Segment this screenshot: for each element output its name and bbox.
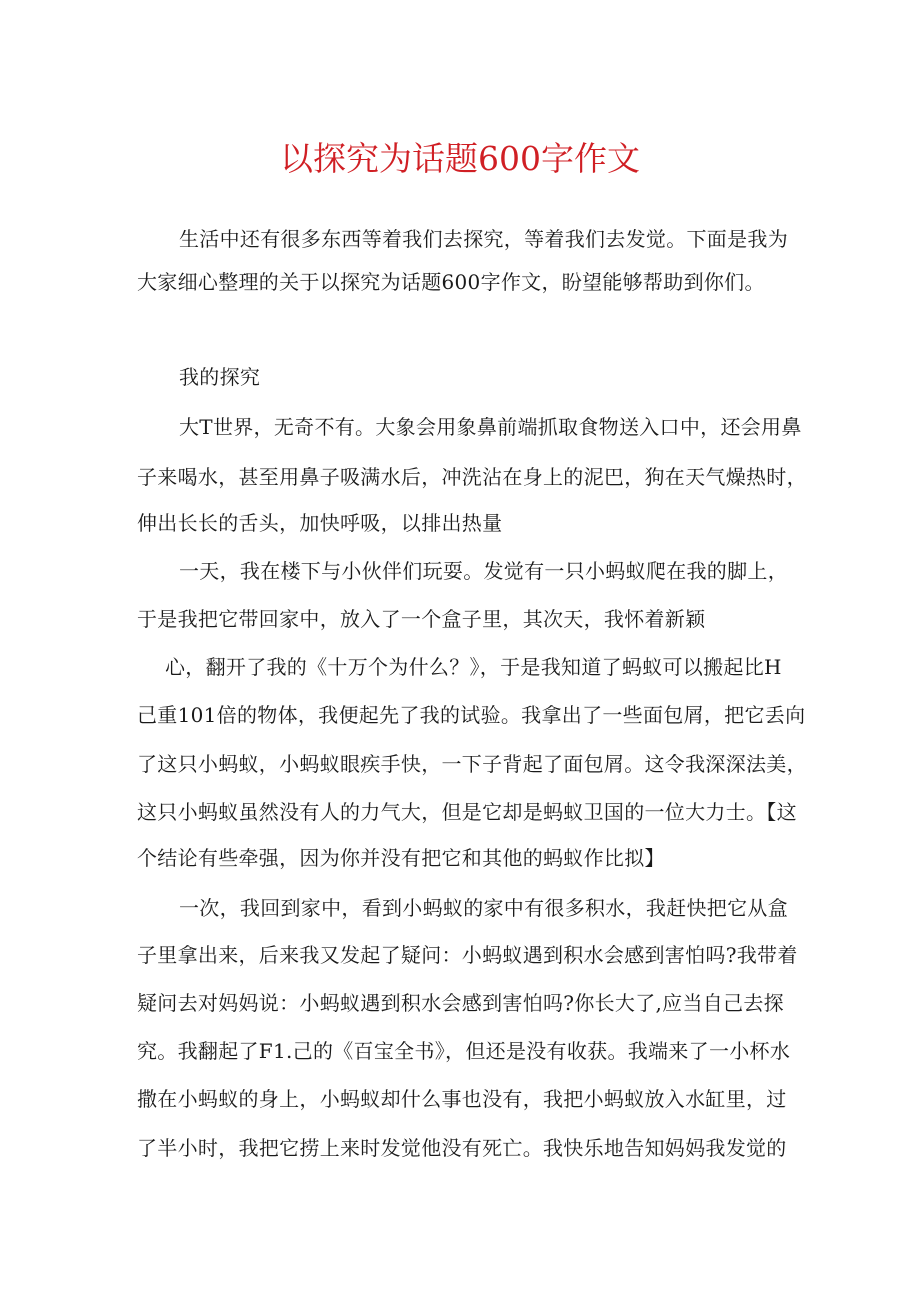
- p3-line-1: 心，翻开了我的《十万个为什么？》，于是我知道了蚂蚁可以搬起比H: [165, 655, 782, 679]
- p2-line-2: 于是我把它带回家中，放入了一个盒子里，其次天，我怀着新颖: [137, 607, 706, 631]
- p4-line-6: 了半小时，我把它捞上来时发觉他没有死亡。我快乐地告知妈妈我发觉的: [137, 1136, 787, 1160]
- document-title: 以探究为话题600字作文: [280, 139, 640, 178]
- p4-line-2: 子里拿出来，后来我又发起了疑问：小蚂蚁遇到积水会感到害怕吗?我带着: [137, 943, 798, 967]
- p1-line-3: 伸出长长的舌头，加快呼吸，以排出热量: [137, 511, 503, 535]
- p3-line-2: 己重101倍的物体，我便起先了我的试验。我拿出了一些面包屑，把它丢向: [137, 703, 806, 727]
- p4-line-5: 撒在小蚂蚁的身上，小蚂蚁却什么事也没有，我把小蚂蚁放入水缸里，过: [137, 1087, 787, 1111]
- intro-line-1: 生活中还有很多东西等着我们去探究，等着我们去发觉。下面是我为: [179, 227, 788, 251]
- p3-line-4: 这只小蚂蚁虽然没有人的力气大，但是它却是蚂蚁卫国的一位大力士。【这: [137, 800, 797, 824]
- intro-line-2: 大家细心整理的关于以探究为话题600字作文，盼望能够帮助到你们。: [137, 270, 765, 294]
- p4-line-4: 究。我翻起了F1.己的《百宝全书》，但还是没有收获。我端来了一小杯水: [137, 1039, 791, 1063]
- p1-line-2: 子来喝水，甚至用鼻子吸满水后，冲洗沾在身上的泥巴，狗在天气燥热时，: [137, 465, 807, 489]
- p4-line-3: 疑问去对妈妈说：小蚂蚁遇到积水会感到害怕吗?你长大了,应当自己去探: [137, 991, 784, 1015]
- p1-line-1: 大T世界，无奇不有。大象会用象鼻前端抓取食物送入口中，还会用鼻: [179, 415, 802, 439]
- p2-line-1: 一天，我在楼下与小伙伴们玩耍。发觉有一只小蚂蚁爬在我的脚上，: [179, 559, 788, 583]
- p3-line-3: 了这只小蚂蚁，小蚂蚁眼疾手快，一下子背起了面包屑。这令我深深法美，: [137, 752, 807, 776]
- p3-line-5: 个结论有些牵强，因为你并没有把它和其他的蚂蚁作比拟】: [137, 846, 665, 870]
- section-heading: 我的探究: [179, 365, 261, 389]
- p4-line-1: 一次，我回到家中，看到小蚂蚁的家中有很多积水，我赶快把它从盒: [179, 896, 788, 920]
